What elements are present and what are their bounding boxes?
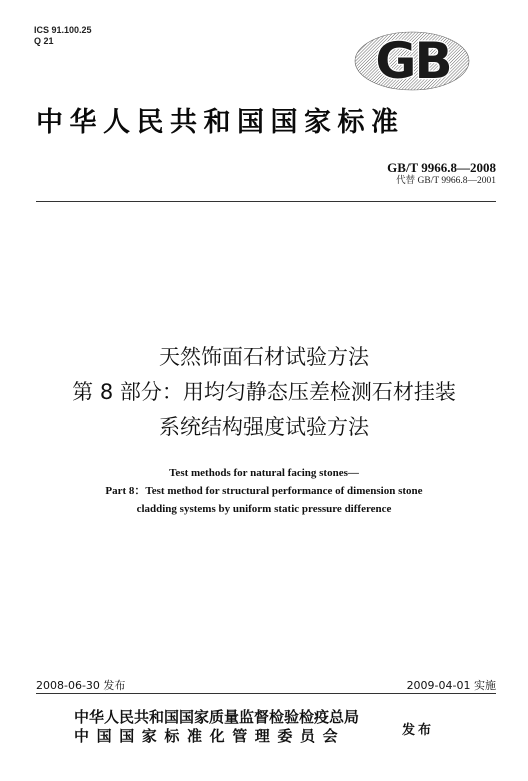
chinese-title-line-3: 系统结构强度试验方法 xyxy=(159,415,369,439)
issuing-authorities xyxy=(74,708,359,746)
ccs-code: Q 21 xyxy=(34,36,54,46)
gb-logo-text: GB xyxy=(375,32,451,90)
standard-number: GB/T 9966.8—2008 xyxy=(387,160,496,175)
classification-codes xyxy=(34,25,92,47)
top-divider xyxy=(36,201,496,202)
english-title-line-3: cladding systems by uniform static pressure difference xyxy=(136,503,392,515)
chinese-title xyxy=(0,340,528,445)
chinese-title-line-2: 第 8 部分：用均匀静态压差检测石材挂装 xyxy=(72,380,456,404)
effective-date: 2009-04-01 实施 xyxy=(406,679,496,692)
english-title-line-2: Part 8：Test method for structural performance of dimension stone xyxy=(105,485,423,497)
issuer-line-2: 中国国家标准化管理委员会 xyxy=(74,727,346,745)
bottom-divider xyxy=(36,693,496,694)
english-title xyxy=(0,464,528,518)
issuer-line-1: 中华人民共和国国家质量监督检验检疫总局 xyxy=(74,708,360,726)
replaces-standard: 代替 GB/T 9966.8—2001 xyxy=(396,176,496,186)
publish-date: 2008-06-30 发布 xyxy=(36,679,126,692)
ics-code: ICS 91.100.25 xyxy=(34,25,92,35)
issue-label: 发布 xyxy=(402,723,435,738)
english-title-line-1: Test methods for natural facing stones— xyxy=(169,467,359,479)
organization-title: 中华人民共和国国家标准 xyxy=(36,107,405,138)
standard-number-block xyxy=(387,160,496,187)
gb-logo xyxy=(352,30,472,92)
chinese-title-line-1: 天然饰面石材试验方法 xyxy=(159,345,369,369)
